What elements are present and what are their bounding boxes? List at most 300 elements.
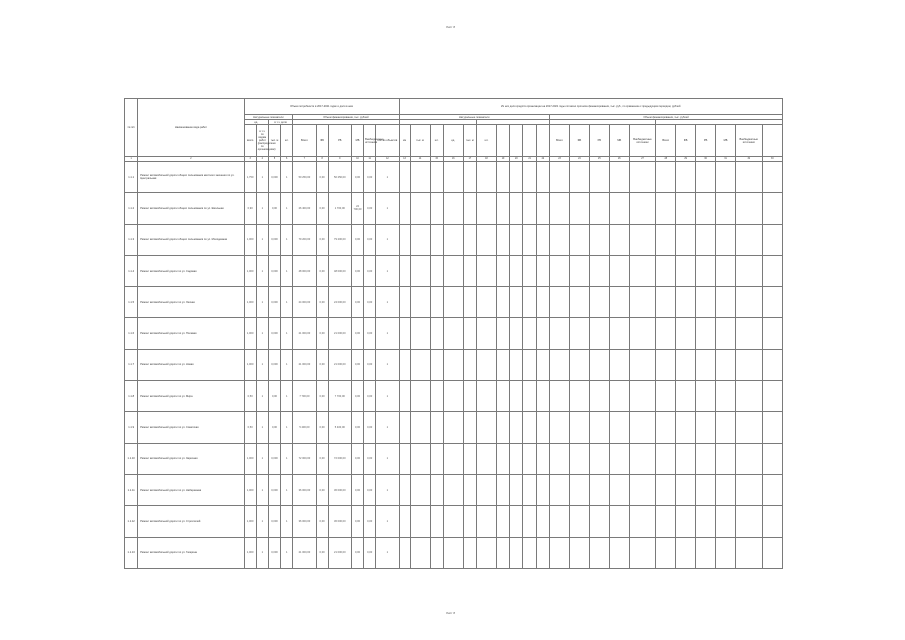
cell-v1: 0,50 (244, 381, 256, 412)
empty-cell (735, 443, 762, 474)
empty-cell (569, 506, 589, 537)
empty-cell (762, 349, 782, 380)
empty-cell (629, 287, 656, 318)
cell-v10: 1 (376, 506, 399, 537)
empty-cell (589, 224, 609, 255)
empty-cell (589, 381, 609, 412)
empty-cell (496, 412, 509, 443)
empty-cell (496, 506, 509, 537)
empty-cell (656, 224, 676, 255)
header-b-c8: ФБ (569, 125, 589, 157)
header-b-c2: тыс. м (410, 125, 430, 157)
cell-v2: 1 (256, 255, 268, 286)
empty-cell (443, 287, 463, 318)
column-number: 7 (293, 157, 316, 162)
empty-cell (762, 412, 782, 443)
cell-v9: 0,00 (364, 443, 376, 474)
empty-cell (399, 443, 410, 474)
cell-v7: 79 200,00 (328, 224, 351, 255)
work-name: Ремонт автомобильной дороги общего пользования по ул. Молодежная (138, 224, 244, 255)
empty-cell (536, 381, 549, 412)
row-number: 1.1.5 (125, 287, 138, 318)
column-number: 26 (609, 157, 629, 162)
header-a-unit: ед. (244, 120, 268, 125)
empty-cell (696, 224, 716, 255)
empty-cell (536, 287, 549, 318)
empty-cell (716, 255, 736, 286)
cell-v8: 24 700,00 (351, 193, 363, 224)
empty-cell (496, 193, 509, 224)
empty-cell (609, 506, 629, 537)
empty-cell (510, 412, 523, 443)
header-b-c3: шт. (430, 125, 443, 157)
cell-v10: 1 (376, 162, 399, 193)
empty-cell (589, 193, 609, 224)
empty-cell (510, 318, 523, 349)
empty-cell (762, 506, 782, 537)
header-b-c14: РБ (696, 125, 716, 157)
empty-cell (536, 506, 549, 537)
header-b-c16: Внебюджетные источники (735, 125, 762, 157)
empty-cell (430, 506, 443, 537)
empty-cell (656, 537, 676, 568)
empty-cell (676, 506, 696, 537)
row-number: 1.1.7 (125, 349, 138, 380)
header-a-total: всего (244, 125, 256, 157)
empty-cell (762, 193, 782, 224)
column-number: 15 (430, 157, 443, 162)
empty-cell (762, 255, 782, 286)
empty-cell (399, 287, 410, 318)
cell-v4: 1 (281, 506, 293, 537)
row-number: 1.1.6 (125, 318, 138, 349)
cell-v10: 1 (376, 224, 399, 255)
column-number: 23 (550, 157, 570, 162)
cell-v8: 0,00 (351, 412, 363, 443)
page-number-bottom: Лист 8 (446, 611, 456, 615)
empty-cell (476, 318, 496, 349)
column-number: 27 (629, 157, 656, 162)
header-a-desc: в т.ч. по видам работ (распределено по организациям) (256, 125, 268, 157)
empty-cell (609, 381, 629, 412)
cell-v9: 0,00 (364, 162, 376, 193)
empty-cell (476, 349, 496, 380)
cell-v6: 0,00 (316, 412, 328, 443)
empty-cell (716, 162, 736, 193)
cell-v9: 0,00 (364, 474, 376, 505)
cell-v4: 1 (281, 287, 293, 318)
header-b-c12: Всего (656, 125, 676, 157)
cell-v10: 1 (376, 474, 399, 505)
empty-cell (589, 255, 609, 286)
header-name: Наименование вида работ (138, 99, 244, 157)
column-number: 1 (125, 157, 138, 162)
empty-cell (443, 162, 463, 193)
work-name: Ремонт автомобильной дороги по ул. Мира (138, 381, 244, 412)
empty-cell (716, 412, 736, 443)
empty-cell (629, 506, 656, 537)
header-b-c9: РБ (589, 125, 609, 157)
empty-cell (609, 537, 629, 568)
cell-v2: 1 (256, 287, 268, 318)
empty-cell (629, 537, 656, 568)
empty-cell (735, 318, 762, 349)
header-b-c6: шт. (476, 125, 496, 157)
row-number: 1.1.12 (125, 506, 138, 537)
header-a-c3: тыс. м (268, 125, 280, 157)
empty-cell (716, 287, 736, 318)
cell-v3: 0,00 (268, 193, 280, 224)
cell-v6: 0,00 (316, 318, 328, 349)
column-number: 20 (510, 157, 523, 162)
empty-cell (399, 537, 410, 568)
empty-cell (656, 506, 676, 537)
empty-cell (410, 349, 430, 380)
empty-cell (463, 224, 476, 255)
empty-cell (696, 537, 716, 568)
empty-cell (496, 349, 509, 380)
cell-v7: 21 000,00 (328, 318, 351, 349)
cell-v7: 5 400,00 (328, 412, 351, 443)
empty-cell (496, 443, 509, 474)
empty-cell (716, 318, 736, 349)
empty-cell (399, 255, 410, 286)
header-a-c9: Внебюджетные источники (364, 125, 376, 157)
row-number: 1.1.2 (125, 193, 138, 224)
empty-cell (550, 318, 570, 349)
empty-cell (463, 506, 476, 537)
empty-cell (496, 162, 509, 193)
empty-cell (676, 224, 696, 255)
empty-cell (550, 506, 570, 537)
empty-cell (656, 318, 676, 349)
empty-cell (399, 349, 410, 380)
cell-v4: 1 (281, 162, 293, 193)
cell-v4: 1 (281, 349, 293, 380)
empty-cell (399, 318, 410, 349)
cell-v9: 0,00 (364, 193, 376, 224)
header-a-c5: Всего (293, 125, 316, 157)
cell-v3: 0,000 (268, 537, 280, 568)
empty-cell (589, 443, 609, 474)
cell-v9: 0,00 (364, 318, 376, 349)
empty-cell (523, 506, 536, 537)
cell-v7: 72 000,00 (328, 443, 351, 474)
cell-v3: 0,000 (268, 224, 280, 255)
header-a-c10: Кол-во объектов (376, 125, 399, 157)
empty-cell (735, 287, 762, 318)
work-name: Ремонт автомобильной дороги по ул. Гагарина (138, 537, 244, 568)
empty-cell (656, 412, 676, 443)
table-row (125, 255, 783, 286)
header-a-c7: РБ (328, 125, 351, 157)
header-b-c4: ед. (443, 125, 463, 157)
empty-cell (629, 349, 656, 380)
header-b-c1: км (399, 125, 410, 157)
empty-cell (430, 255, 443, 286)
table-row (125, 224, 783, 255)
cell-v4: 1 (281, 318, 293, 349)
table-row (125, 443, 783, 474)
column-number: 2 (138, 157, 244, 162)
empty-cell (609, 162, 629, 193)
empty-cell (536, 537, 549, 568)
empty-cell (629, 474, 656, 505)
empty-cell (496, 287, 509, 318)
cell-v8: 0,00 (351, 381, 363, 412)
empty-cell (762, 474, 782, 505)
cell-v4: 1 (281, 537, 293, 568)
empty-cell (735, 224, 762, 255)
column-number: 17 (463, 157, 476, 162)
empty-cell (589, 537, 609, 568)
cell-v2: 1 (256, 443, 268, 474)
empty-cell (430, 412, 443, 443)
header-b-c10: МБ (609, 125, 629, 157)
cell-v4: 1 (281, 193, 293, 224)
empty-cell (476, 287, 496, 318)
table-row (125, 287, 783, 318)
empty-cell (476, 193, 496, 224)
cell-v8: 0,00 (351, 162, 363, 193)
empty-cell (656, 443, 676, 474)
row-number: 1.1.11 (125, 474, 138, 505)
empty-cell (523, 349, 536, 380)
cell-v8: 0,00 (351, 537, 363, 568)
cell-v5: 26 400,00 (293, 193, 316, 224)
empty-cell (609, 443, 629, 474)
empty-cell (476, 224, 496, 255)
cell-v9: 0,00 (364, 412, 376, 443)
empty-cell (430, 537, 443, 568)
empty-cell (510, 474, 523, 505)
empty-cell (399, 224, 410, 255)
empty-cell (589, 349, 609, 380)
cell-v5: 50 250,00 (293, 162, 316, 193)
header-group-b: Из них доля средств организации на 2017-2021 годы согласно прогноза финансирования, тыс. руб., по сравнению с предыдущим периодом, рублей (399, 99, 782, 115)
cell-v3: 0,000 (268, 287, 280, 318)
empty-cell (569, 349, 589, 380)
empty-cell (550, 224, 570, 255)
empty-cell (735, 506, 762, 537)
empty-cell (496, 537, 509, 568)
empty-cell (536, 474, 549, 505)
empty-cell (463, 412, 476, 443)
empty-cell (476, 474, 496, 505)
cell-v8: 0,00 (351, 506, 363, 537)
empty-cell (443, 193, 463, 224)
empty-cell (656, 193, 676, 224)
empty-cell (399, 381, 410, 412)
empty-cell (656, 287, 676, 318)
empty-cell (696, 193, 716, 224)
empty-cell (656, 162, 676, 193)
empty-cell (410, 255, 430, 286)
empty-cell (463, 318, 476, 349)
empty-cell (510, 162, 523, 193)
empty-cell (496, 224, 509, 255)
empty-cell (463, 193, 476, 224)
table-row (125, 412, 783, 443)
cell-v9: 0,00 (364, 537, 376, 568)
cell-v5: 36 000,00 (293, 506, 316, 537)
header-sub-b1: Натуральные показатели (399, 115, 550, 120)
cell-v8: 0,00 (351, 349, 363, 380)
empty-cell (510, 506, 523, 537)
cell-v5: 21 000,00 (293, 318, 316, 349)
cell-v10: 1 (376, 537, 399, 568)
table-row (125, 381, 783, 412)
empty-cell (550, 287, 570, 318)
cell-v7: 48 000,00 (328, 255, 351, 286)
cell-v6: 0,00 (316, 537, 328, 568)
column-number: 30 (696, 157, 716, 162)
empty-cell (609, 349, 629, 380)
cell-v8: 0,00 (351, 255, 363, 286)
empty-cell (463, 537, 476, 568)
empty-cell (550, 443, 570, 474)
empty-cell (399, 162, 410, 193)
cell-v1: 1,000 (244, 506, 256, 537)
column-number: 24 (569, 157, 589, 162)
header-a-c4: шт. (281, 125, 293, 157)
empty-cell (476, 162, 496, 193)
empty-cell (550, 162, 570, 193)
empty-cell (735, 193, 762, 224)
cell-v3: 0,000 (268, 255, 280, 286)
empty-cell (410, 506, 430, 537)
row-number: 1.1.13 (125, 537, 138, 568)
cell-v3: 0,000 (268, 474, 280, 505)
empty-cell (656, 255, 676, 286)
empty-cell (589, 506, 609, 537)
empty-cell (399, 474, 410, 505)
cell-v5: 5 400,00 (293, 412, 316, 443)
empty-cell (696, 162, 716, 193)
empty-cell (510, 349, 523, 380)
cell-v6: 0,00 (316, 506, 328, 537)
empty-cell (696, 474, 716, 505)
column-number: 5 (268, 157, 280, 162)
column-number: 12 (376, 157, 399, 162)
column-number: 8 (316, 157, 328, 162)
empty-cell (463, 381, 476, 412)
empty-cell (589, 162, 609, 193)
empty-cell (399, 412, 410, 443)
cell-v5: 24 000,00 (293, 287, 316, 318)
empty-cell (410, 318, 430, 349)
empty-cell (410, 474, 430, 505)
row-number: 1.1.9 (125, 412, 138, 443)
empty-cell (430, 287, 443, 318)
empty-cell (550, 381, 570, 412)
page-number-top: Лист 8 (446, 25, 456, 29)
empty-cell (569, 381, 589, 412)
empty-cell (443, 349, 463, 380)
cell-v9: 0,00 (364, 381, 376, 412)
empty-cell (676, 255, 696, 286)
financing-table (124, 98, 783, 569)
empty-cell (463, 443, 476, 474)
column-number: 10 (351, 157, 363, 162)
empty-cell (476, 537, 496, 568)
cell-v2: 1 (256, 412, 268, 443)
empty-cell (676, 193, 696, 224)
empty-cell (536, 318, 549, 349)
empty-cell (629, 162, 656, 193)
empty-cell (410, 381, 430, 412)
empty-cell (399, 193, 410, 224)
empty-cell (410, 443, 430, 474)
empty-cell (476, 506, 496, 537)
cell-v8: 0,00 (351, 443, 363, 474)
column-number: 16 (443, 157, 463, 162)
cell-v3: 0,000 (268, 318, 280, 349)
empty-cell (762, 162, 782, 193)
empty-cell (676, 381, 696, 412)
cell-v1: 0,50 (244, 412, 256, 443)
empty-cell (510, 537, 523, 568)
empty-cell (430, 162, 443, 193)
work-name: Ремонт автомобильной дороги по ул. Полевая (138, 318, 244, 349)
empty-cell (430, 443, 443, 474)
empty-cell (443, 474, 463, 505)
column-number: 33 (762, 157, 782, 162)
empty-cell (443, 381, 463, 412)
cell-v3: 0,000 (268, 443, 280, 474)
column-number: 13 (399, 157, 410, 162)
empty-cell (523, 287, 536, 318)
empty-cell (696, 506, 716, 537)
empty-cell (443, 224, 463, 255)
empty-cell (523, 412, 536, 443)
header-b-c13: ФБ (676, 125, 696, 157)
empty-cell (609, 318, 629, 349)
cell-v1: 1,000 (244, 443, 256, 474)
empty-cell (510, 193, 523, 224)
work-name: Ремонт автомобильной дороги по ул. Лесная (138, 287, 244, 318)
empty-cell (550, 474, 570, 505)
cell-v2: 1 (256, 349, 268, 380)
cell-v1: 1,000 (244, 224, 256, 255)
empty-cell (569, 287, 589, 318)
empty-cell (536, 349, 549, 380)
work-name: Ремонт автомобильной дороги по ул. Строителей (138, 506, 244, 537)
empty-cell (696, 318, 716, 349)
cell-v9: 0,00 (364, 349, 376, 380)
cell-v3: 0,000 (268, 162, 280, 193)
empty-cell (496, 381, 509, 412)
empty-cell (569, 537, 589, 568)
column-number: 3 (244, 157, 256, 162)
cell-v7: 24 000,00 (328, 287, 351, 318)
column-number: 18 (476, 157, 496, 162)
cell-v6: 0,00 (316, 349, 328, 380)
empty-cell (589, 287, 609, 318)
row-number: 1.1.4 (125, 255, 138, 286)
row-number: 1.1.3 (125, 224, 138, 255)
column-number: 4 (256, 157, 268, 162)
empty-cell (523, 443, 536, 474)
empty-cell (443, 318, 463, 349)
column-number: 32 (735, 157, 762, 162)
column-number: 19 (496, 157, 509, 162)
cell-v2: 1 (256, 537, 268, 568)
empty-cell (523, 193, 536, 224)
cell-v1: 1,000 (244, 349, 256, 380)
cell-v1: 1,750 (244, 162, 256, 193)
empty-cell (735, 537, 762, 568)
